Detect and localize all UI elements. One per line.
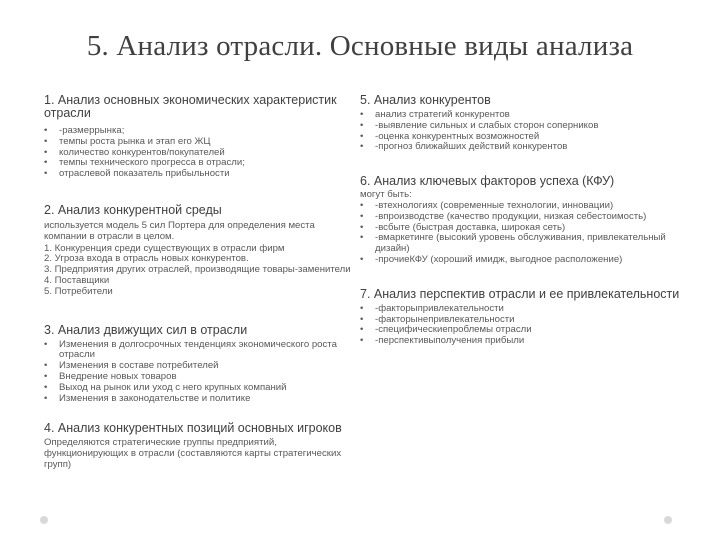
list-item: 3. Предприятия других отраслей, производящие товары-заменители [44, 264, 351, 276]
section-1-heading: 1. Анализ основных экономических характеристик отрасли [44, 93, 337, 120]
section-4 [44, 422, 352, 470]
section-3-heading: 3. Анализ движущих сил в отрасли [44, 322, 248, 337]
section-7-heading: 7. Анализ перспектив отрасли и ее привлекательности [360, 286, 680, 301]
section-1-list [44, 126, 352, 180]
list-item: 4. Поставщики [44, 274, 110, 286]
list-item: • темпы роста рынка и этап его ЖЦ [44, 137, 352, 148]
list-item: • Выход на рынок или уход с него крупных компаний [44, 383, 352, 394]
list-item: • анализ стратегий конкурентов [360, 110, 690, 121]
section-2 [44, 204, 352, 298]
list-item: 2. Угроза входа в отрасль новых конкурентов. [44, 253, 249, 265]
list-item: • -выявление сильных и слабых сторон соперников [360, 121, 690, 132]
decorative-dot-left [40, 516, 48, 524]
section-4-heading: 4. Анализ конкурентных позиций основных игроков [44, 421, 342, 436]
list-item: • Изменения в долгосрочных тенденциях экономического роста отрасли [44, 340, 352, 362]
section-3 [44, 324, 352, 405]
section-2-list [44, 244, 352, 298]
right-column [360, 94, 690, 347]
section-2-heading: 2. Анализ конкурентной среды [44, 202, 222, 217]
list-item: • -оценка конкурентных возможностей [360, 132, 690, 143]
list-item: • -впроизводстве (качество продукции, низкая себестоимость) [360, 212, 690, 223]
list-item: • -факторыпривлекательности [360, 304, 690, 315]
section-6-list [360, 201, 690, 266]
list-item: • Внедрение новых товаров [44, 372, 352, 383]
section-1 [44, 94, 352, 180]
list-item: • -размеррынка; [44, 126, 352, 137]
section-5-list [360, 110, 690, 153]
list-item: • -прочиеКФУ (хороший имидж, выгодное расположение) [360, 255, 690, 266]
section-7 [360, 288, 690, 347]
section-5-heading: 5. Анализ конкурентов [360, 93, 491, 107]
left-column [44, 94, 352, 471]
section-3-list [44, 340, 352, 405]
list-item: • -вмаркетинге (высокий уровень обслуживания, привлекательный дизайн) [360, 233, 690, 255]
list-item: • -перспективыполучения прибыли [360, 336, 690, 347]
list-item: 5. Потребители [44, 285, 113, 297]
list-item: • -специфическиепроблемы отрасли [360, 325, 690, 336]
section-5 [360, 94, 690, 153]
list-item: • Изменения в законодательстве и политике [44, 394, 352, 405]
section-2-intro: используется модель 5 сил Портера для определения места компании в отрасли в целом. [44, 219, 315, 242]
list-item: • -прогноз ближайших действий конкурентов [360, 142, 690, 153]
list-item: • отраслевой показатель прибыльности [44, 169, 352, 180]
slide-title: 5. Анализ отрасли. Основные виды анализа [86, 30, 634, 62]
section-6-intro: могут быть: [360, 189, 412, 201]
section-4-text: Определяются стратегические группы предприятий, функционирующих в отрасли (составляются карты стратегических групп) [44, 437, 342, 470]
list-item: • -факторынепривлекательности [360, 315, 690, 326]
list-item: • Изменения в составе потребителей [44, 361, 352, 372]
decorative-dot-right [664, 516, 672, 524]
list-item: • темпы технического прогресса в отрасли; [44, 158, 352, 169]
section-7-list [360, 304, 690, 347]
section-6-heading: 6. Анализ ключевых факторов успеха (КФУ) [360, 174, 615, 189]
list-item: 1. Конкуренция среди существующих в отрасли фирм [44, 242, 285, 254]
list-item: • -всбыте (быстрая доставка, широкая сеть) [360, 223, 690, 234]
list-item: • количество конкурентов/покупателей [44, 148, 352, 159]
section-6 [360, 175, 690, 266]
list-item: • -втехнологиях (современные технологии, инновации) [360, 201, 690, 212]
